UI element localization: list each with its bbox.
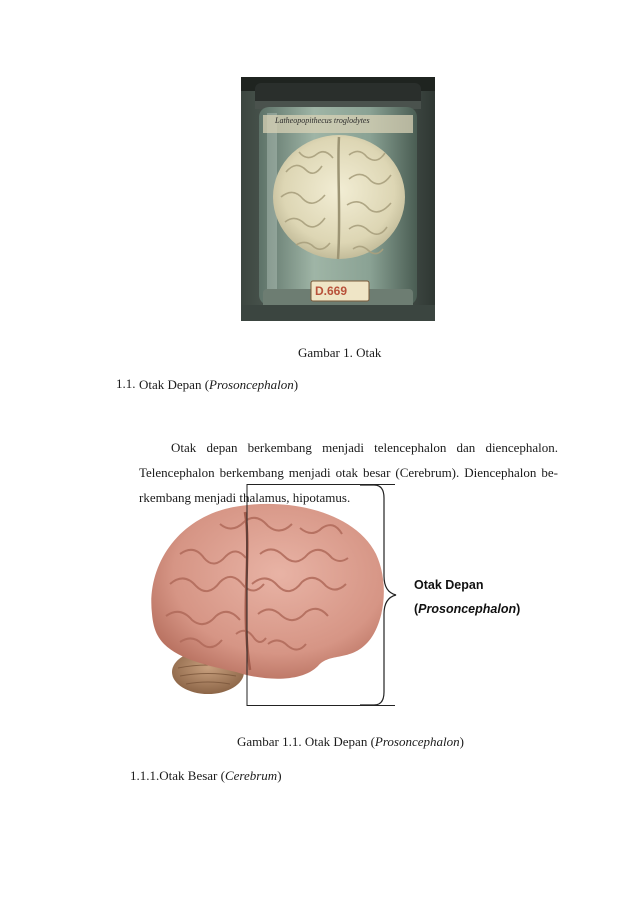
brain-jar-photo [241,77,435,321]
caption2-italic: Prosoncephalon [374,734,460,749]
section-title-suffix: ) [293,377,299,392]
caption2-prefix: Gambar 1.1. Otak Depan ( [237,734,375,749]
specimen-tag: D.669 [315,284,348,298]
paragraph-line-3: rkembang menjadi thalamus, hipotamus. [139,490,351,505]
jar-label-text: Latheopopithecus troglodytes [275,116,370,125]
subsection-italic: Cerebrum [224,768,278,783]
forebrain-label-line2 [414,597,520,621]
label-paren-open: ( [414,602,419,616]
paragraph-line-2: Telencephalon berkembang menjadi otak besar (Cerebrum). Diencephalon be- [139,465,558,480]
figure2-caption [237,734,464,750]
forebrain-label-line1: Otak Depan [414,578,484,592]
caption2-suffix: ) [459,734,464,749]
section-number: 1.1. [116,376,136,391]
section-title-prefix: Otak Depan ( [139,377,210,392]
subsection-number-title: 1.1.1.Otak Besar ( [130,768,225,783]
subsection-heading [130,768,282,784]
figure1-caption: Gambar 1. Otak [298,345,382,360]
forebrain-photo [140,484,395,706]
section-title [139,377,298,393]
label-italic: Prosoncephalon [418,602,517,616]
label-paren-close: ) [516,602,521,616]
forebrain-bracket [360,484,400,706]
subsection-suffix: ) [277,768,282,783]
forebrain-label [414,573,520,621]
paragraph-line-1: Otak depan berkembang menjadi telencephalon dan diencephalon. [171,440,558,455]
section-title-italic: Prosoncephalon [209,377,294,392]
